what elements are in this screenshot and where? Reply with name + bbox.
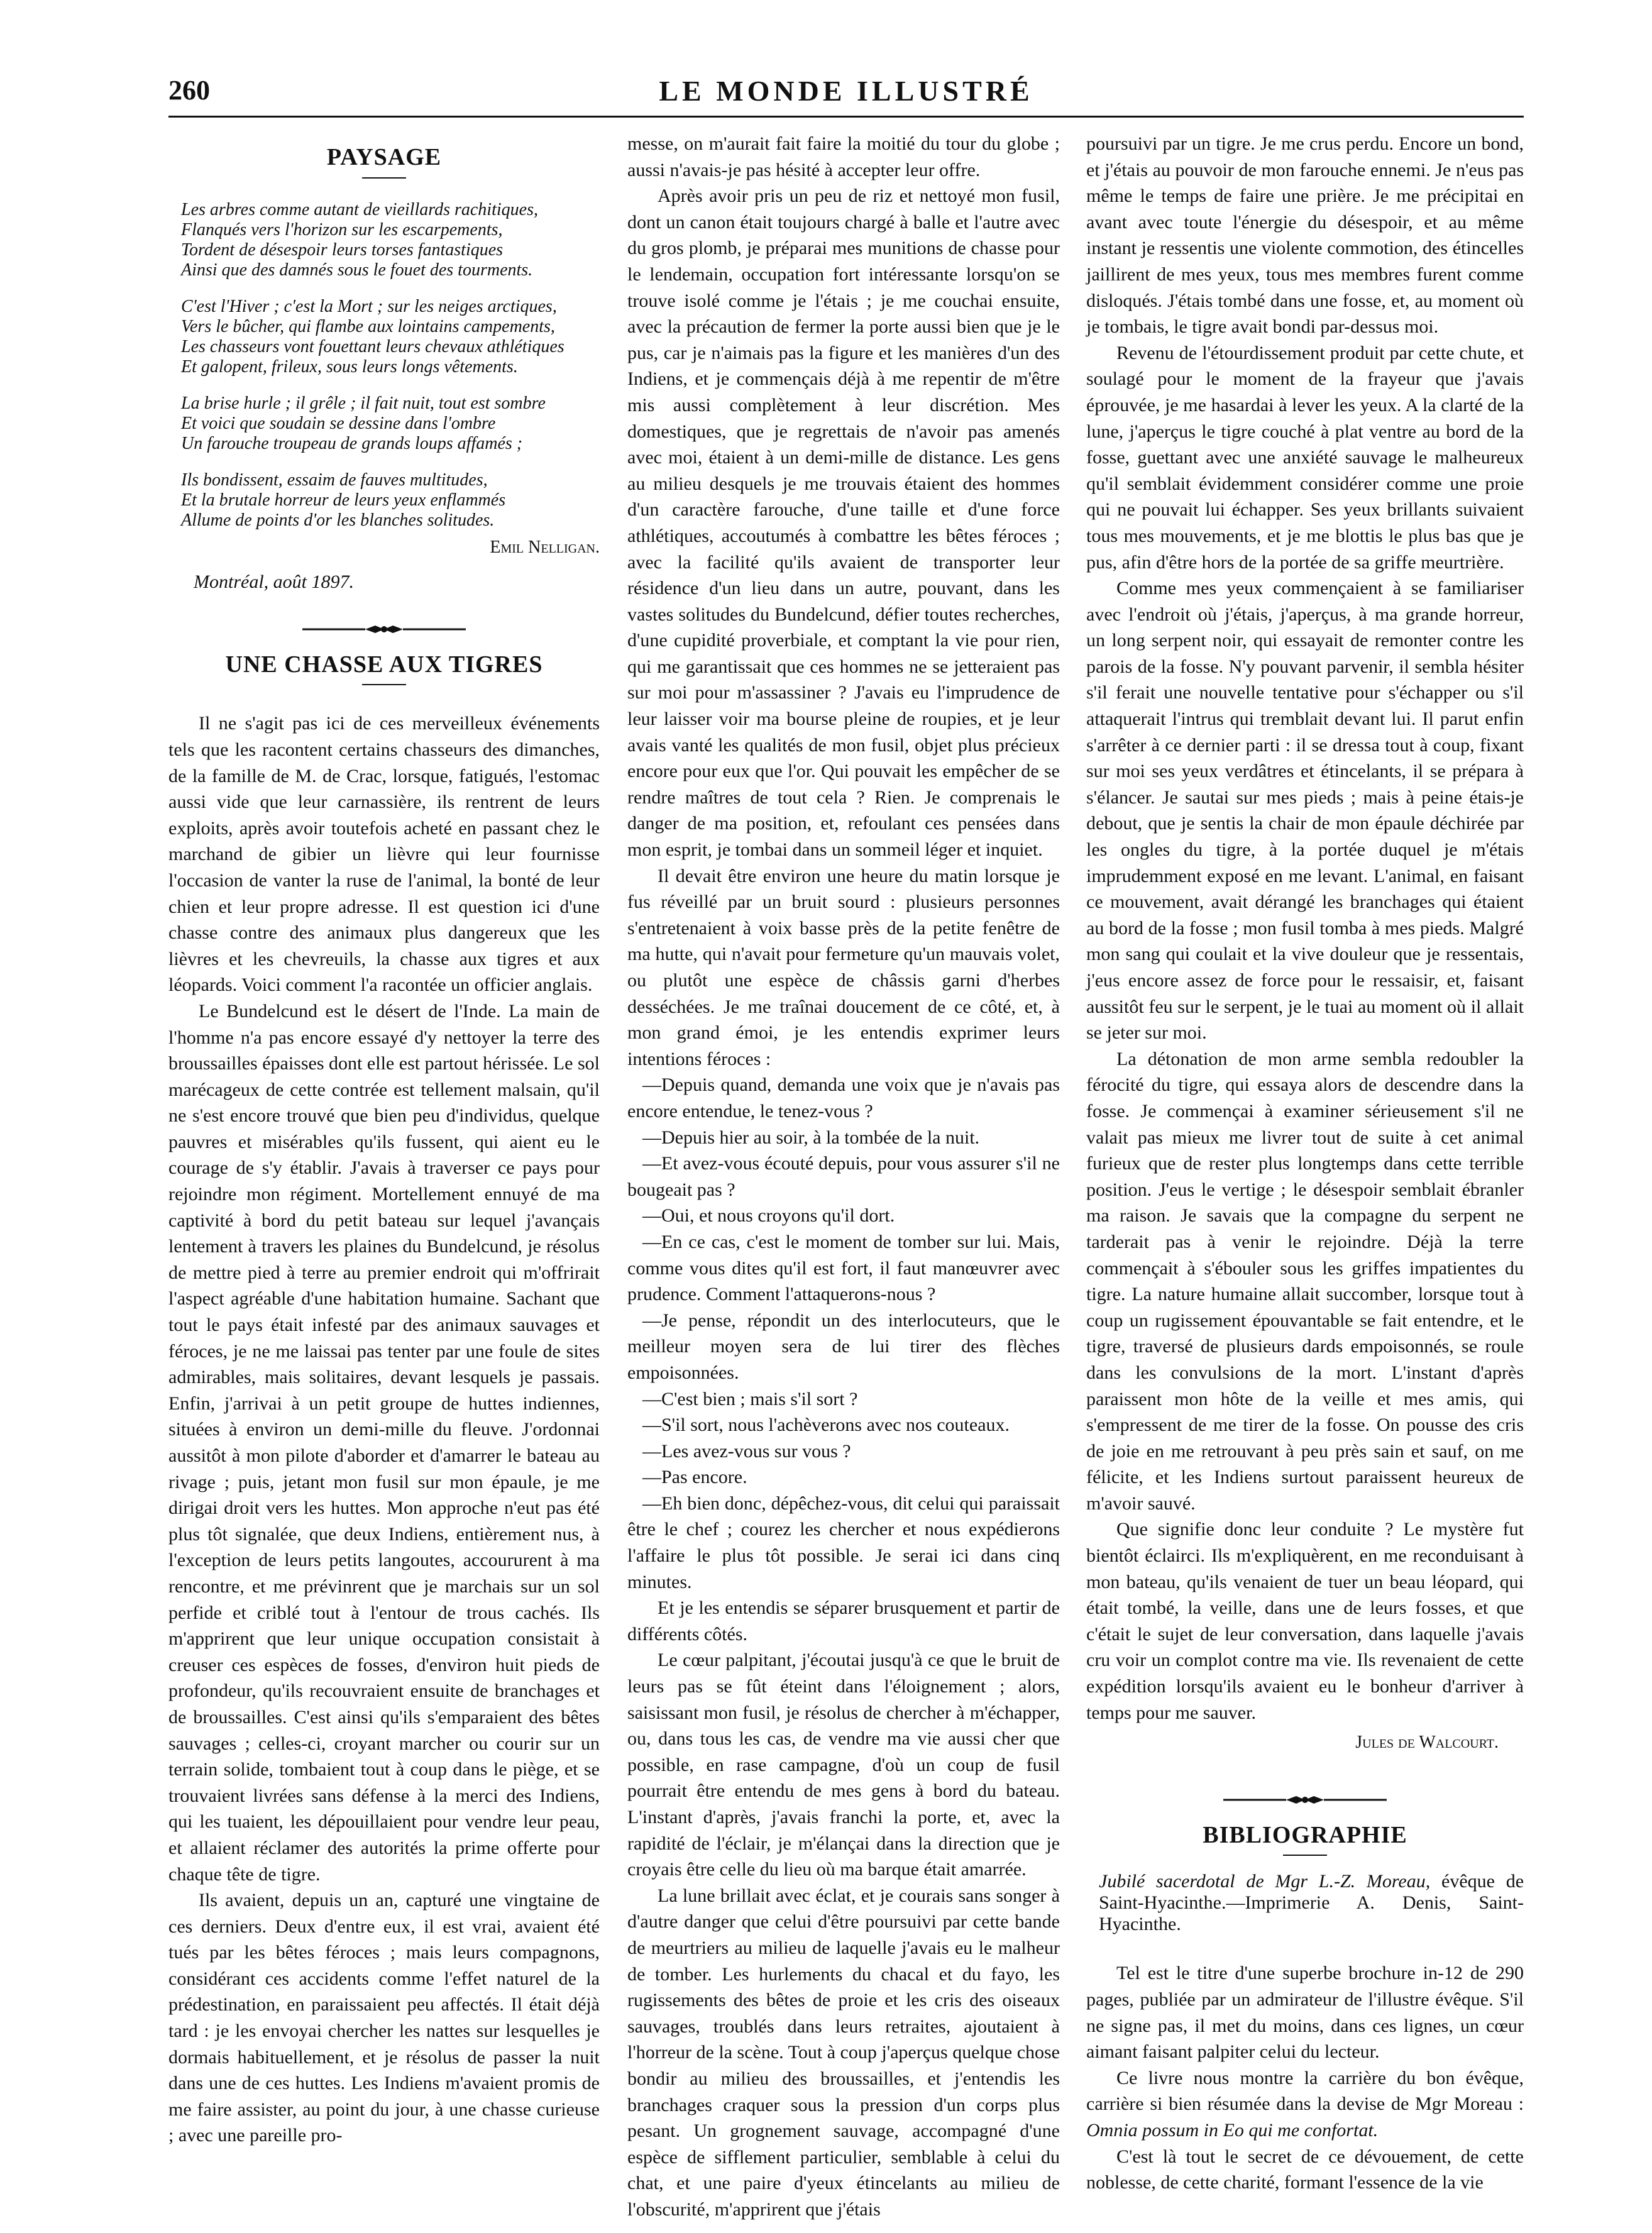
poem-line: Ainsi que des damnés sous le fouet des tourments. (181, 260, 533, 280)
motto: Omnia possum in Eo qui me confortat. (1086, 2119, 1379, 2141)
paragraph: Après avoir pris un peu de riz et nettoyé mon fusil, dont un canon était toujours chargé à balle et l'autre avec du gros plomb, je préparai mes munitions de chasse pour le lendemain, occupation fort intéressante lorsqu'on se trouve isolé comme je l'étais ; je me couchai ensuite, avec la précaution de fermer la porte aussi bien que je le pus, car je n'aimais pas la figure et les manières d'un des Indiens, et je commençais déjà à me repentir de m'être mis aussi complètement à leur discrétion. Mes domestiques, que je regrettais de n'avoir pas amenés avec moi, étaient à un demi-mille de distance. Les gens au milieu desquels je me trouvais étaient des hommes d'un caractère farouche, d'une taille et d'une force athlétiques, accoutumés à combattre les bêtes féroces ; avec la facilité qu'ils avaient de transporter leur résidence d'un lieu dans un autre, pouvant, dans les vastes solitudes du Bundelcund, défier toutes recherches, d'une cupidité proverbiale, et comptant la vie pour rien, qui me garantissait que ces hommes ne se jetteraient pas sur moi pour m'assassiner ? J'avais eu l'imprudence de leur laisser voir ma bourse pleine de roupies, et je leur avais vanté les qualités de mon fusil, objet plus précieux encore pour eux que l'or. Qui pouvait les empêcher de se rendre maîtres de tout cela ? Rien. Je comprenais le danger de ma position, et, refoulant ces pensées dans mon esprit, je tombai dans un sommeil léger et inquiet. (627, 185, 1060, 861)
reference-title: Jubilé sacerdotal de Mgr L.-Z. Moreau, (1099, 1871, 1431, 1892)
poem-line: Et galopent, frileux, sous leurs longs vêtements. (181, 356, 518, 377)
column-3 (1086, 131, 1524, 2196)
paragraph: Revenu de l'étourdissement produit par cette chute, et soulagé pour le moment de la frayeur que j'avais éprouvée, je me hasardai à lever les yeux. A la clarté de la lune, j'aperçus le tigre couché à plat ventre au bord de la fosse, guettant avec une anxiété sauvage le malheureux qu'il semblait évidemment considérer comme une proie qui ne pouvait lui échapper. Ses yeux brillants suivaient tous mes mouvements, et je me blottis le plus bas que je pus, afin d'être hors de la portée de sa griffe meurtrière. (1086, 342, 1524, 573)
poem-line: Tordent de désespoir leurs torses fantastiques (181, 240, 504, 260)
column-2 (627, 131, 1060, 2223)
poem-line: C'est l'Hiver ; c'est la Mort ; sur les neiges arctiques, (181, 296, 557, 316)
dialog-line: —Depuis quand, demanda une voix que je n'avais pas encore entendue, le tenez-vous ? (627, 1074, 1060, 1122)
dialog-line: —Les avez-vous sur vous ? (642, 1440, 851, 1462)
publication-title: LE MONDE ILLUSTRÉ (659, 75, 1033, 107)
title-rule (362, 177, 406, 179)
paragraph: Le Bundelcund est le désert de l'Inde. La main de l'homme n'a pas encore essayé d'y nettoyer la terre des broussailles épaisses dont elle est partout hérissée. Le sol marécageux de cette contrée est tellement malsain, qu'il ne s'est encore trouvé que bien peu d'individus, quelque pauvres et misérables qu'ils fussent, qui aient eu le courage de s'y établir. J'avais à traverser ce pays pour rejoindre mon régiment. Mortellement ennuyé de ma captivité à bord du petit bateau sur lequel j'avançais lentement à travers les plaines du Bundelcund, je résolus de mettre pied à terre au premier endroit qui m'offrirait l'aspect agréable d'une habitation humaine. Sachant que tout le pays était infesté par des animaux sauvages et féroces, je ne me laissai pas tenter par une foule de sites admirables, mais solitaires, devant lesquels je passais. Enfin, j'arrivai à un petit groupe de huttes indiennes, situées à environ un demi-mille du fleuve. J'ordonnai aussitôt à mon pilote d'aborder et d'amarrer le bateau au rivage ; puis, jetant mon fusil sur mon épaule, je me dirigai droit vers les huttes. Mon approche n'eut pas été plus tôt signalée, que deux Indiens, entièrement nus, à l'exception de leurs petits langoutes, accoururent à ma rencontre, et me prévinrent que je marchais sur un sol perfide et criblé tout à l'entour de trous cachés. Ils m'apprirent que leur unique occupation consistait à creuser ces espèces de fosses, d'environ huit pieds de profondeur, qu'ils recouvraient ensuite de branchages et de broussailles. C'est ainsi qu'ils s'emparaient des bêtes sauvages ; celles-ci, croyant marcher ou courir sur un terrain solide, tombaient tout à coup dans le piège, et se trouvaient livrées sans défense à la merci des Indiens, qui les tuaient, les dépouillaient pour vendre leur peau, et allaient réclamer des autorités la prime offerte pour chaque tête de tigre. (168, 1000, 600, 1885)
ornament-divider (302, 623, 466, 636)
poem-line: Vers le bûcher, qui flambe aux lointains campements, (181, 316, 555, 336)
paragraph: Que signifie donc leur conduite ? Le mystère fut bientôt éclairci. Ils m'expliquèrent, en me reconduisant à mon bateau, qu'ils venaient de tuer un beau léopard, qui était tombé, la veille, dans une de leurs fosses, et que c'était le sujet de leur conversation, dans laquelle j'avais cru voir un complot contre ma vie. Ils revenaient de cette expédition lorsqu'ils avaient eu le bonheur d'arriver à temps pour me sauver. (1086, 1519, 1524, 1723)
poem-line: Un farouche troupeau de grands loups affamés ; (181, 433, 523, 453)
paragraph: Il ne s'agit pas ici de ces merveilleux événements tels que les racontent certains chasseurs des dimanches, de la famille de M. de Crac, lorsque, fatigués, l'estomac aussi vide que leur carnassière, ils rentrent de leurs exploits, après avoir toutefois acheté en passant chez le marchand de gibier un lièvre qui leur fournisse l'occasion de vanter la ruse de l'animal, la bonté de leur chien et leur propre adresse. Il est question ici d'une chasse contre des animaux plus dangereux que les lièvres et les chevreuils, la chasse aux tigres et aux léopards. Voici comment l'a racontée un officier anglais. (168, 713, 600, 996)
dialog-line: —C'est bien ; mais s'il sort ? (642, 1388, 858, 1409)
poem-line: Les arbres comme autant de vieillards rachitiques, (181, 199, 538, 219)
bibliography-reference (1099, 1871, 1524, 1935)
poem-line: Flanqués vers l'horizon sur les escarpements, (181, 219, 503, 240)
paragraph: La détonation de mon arme sembla redoubler la férocité du tigre, qui essaya alors de descendre dans la fosse. Je commençai à examiner sérieusement s'il ne valait pas mieux me livrer tout de suite à cet animal furieux que de rester plus longtemps dans cette terrible position. J'eus le vertige ; le désespoir semblait ébranler ma raison. Je savais que la compagne du serpent ne tarderait pas à venir le rejoindre. Déjà la terre commençait à s'ébouler sous les griffes impatientes du tigre. La nature humaine allait succomber, lorsque tout à coup un rugissement épouvantable se fait entendre, et le tigre, traversé de plusieurs dards empoisonnés, se roule dans les convulsions de la mort. L'instant d'après paraissent mon hôte de la veille et mes amis, qui s'empressent de me tirer de la fosse. On pousse des cris de joie en me retrouvant à peu près sain et sauf, on me félicite, et les Indiens surtout paraissent heureux de m'avoir sauvé. (1086, 1048, 1524, 1514)
poem-stanza (181, 394, 600, 454)
title-rule (362, 684, 406, 685)
masthead (168, 74, 1524, 113)
dialog-line: —Pas encore. (642, 1467, 747, 1488)
paragraph: Tel est le titre d'une superbe brochure in-12 de 290 pages, publiée par un admirateur de l'illustre évêque. S'il ne signe pas, il met du moins, dans ces lignes, un cœur aimant faisant palpiter celui du lecteur. (1086, 1963, 1524, 2063)
paragraph: poursuivi par un tigre. Je me crus perdu. Encore un bond, et j'étais au pouvoir de mon farouche ennemi. Je n'eus pas même le temps de faire une prière. Je me précipitai en avant avec toute l'énergie du désespoir, et au même instant je ressentis une violente commotion, des étincelles jaillirent de mes yeux, tous mes membres furent comme disloqués. J'étais tombé dans une fosse, et, au moment où je tombais, le tigre avait bondi par-dessus moi. (1086, 133, 1524, 338)
paragraph: Il devait être environ une heure du matin lorsque je fus réveillé par un bruit sourd : plusieurs personnes s'entretenaient à voix basse près de la petite fenêtre de ma hutte, qui n'avait pour fermeture qu'un mauvais volet, ou plutôt une espèce de châssis garni d'herbes desséchées. Je me traînai doucement de ce côté, et, à mon grand émoi, je les entendis exprimer leurs intentions féroces : (627, 865, 1060, 1069)
poem-line: Les chasseurs vont fouettant leurs chevaux athlétiques (181, 336, 564, 356)
poem-dateline: Montréal, août 1897. (194, 571, 354, 593)
header-rule (168, 116, 1524, 118)
poem-line: Allume de points d'or les blanches solitudes. (181, 510, 495, 530)
column-1 (168, 131, 600, 2149)
ornament-divider (1223, 1794, 1387, 1806)
paragraph: Comme mes yeux commençaient à se familiariser avec l'endroit où j'étais, j'aperçus, à ma grande horreur, un long serpent noir, qui essayait de remonter contre les parois de la fosse. N'y pouvant parvenir, il sembla hésiter s'il ferait une nouvelle tentative pour s'échapper ou s'il attaquerait l'intrus qui tremblait devant lui. Il parut enfin s'arrêter à ce dernier parti : il se dressa tout à coup, fixant sur moi ses yeux verdâtres et étincelants, il se prépara à s'élancer. Je sautai sur mes pieds ; mais à peine étais-je debout, que je sentis la chair de mon épaule déchirée par les ongles du tigre, à la portée duquel je m'étais imprudemment exposé en me levant. L'animal, en faisant ce mouvement, avait dérangé les branchages qui étaient au bord de la fosse ; mon fusil tomba à mes pieds. Malgré mon sang qui coulait et la vive douleur que je ressentais, j'eus encore assez de force pour le ressaisir, et, faisant aussitôt feu sur le serpent, je le tuai au moment où il allait se jeter sur moi. (1086, 578, 1524, 1044)
poem-author: Emil Nelligan. (490, 537, 600, 557)
dialog-line: —Je pense, répondit un des interlocuteurs, que le meilleur moyen sera de lui tirer des flèches empoisonnées. (627, 1309, 1060, 1383)
dialog-line: —Depuis hier au soir, à la tombée de la nuit. (642, 1127, 980, 1148)
dialog-line: —Oui, et nous croyons qu'il dort. (642, 1205, 895, 1227)
dialog-line: —Et avez-vous écouté depuis, pour vous assurer s'il ne bougeait pas ? (627, 1153, 1060, 1200)
poem-title: PAYSAGE (326, 144, 442, 170)
poem-line: La brise hurle ; il grêle ; il fait nuit, tout est sombre (181, 393, 546, 413)
poem-stanza (181, 200, 600, 280)
poem-line: Et voici que soudain se dessine dans l'ombre (181, 413, 496, 433)
dialog-line: —S'il sort, nous l'achèverons avec nos couteaux. (642, 1414, 1010, 1436)
bibliography-title: BIBLIOGRAPHIE (1203, 1821, 1407, 1848)
paragraph: Le cœur palpitant, j'écoutai jusqu'à ce que le bruit de leurs pas se fût éteint dans l'éloignement ; alors, saisissant mon fusil, je résolus de chercher à m'échapper, ou, dans tous les cas, de vendre ma vie aussi cher que possible, en rase campagne, d'où un coup de fusil pourrait être entendu de mes gens à bord du bateau. L'instant d'après, j'avais franchi la porte, et, avec la rapidité de l'éclair, je m'élançai dans la direction que je croyais être celle du lieu où ma barque était amarrée. (627, 1650, 1060, 1880)
poem-line: Et la brutale horreur de leurs yeux enflammés (181, 490, 506, 510)
dialog-line: —Eh bien donc, dépêchez-vous, dit celui qui paraissait être le chef ; courez les chercher et nous expédierons l'affaire le plus tôt possible. Je serai ici dans cinq minutes. (627, 1492, 1060, 1592)
page-number: 260 (168, 75, 210, 106)
reference-details: évêque de Saint-Hyacinthe.—Imprimerie A. Denis, Saint-Hyacinthe. (1099, 1871, 1524, 1935)
paragraph: Et je les entendis se séparer brusquement et partir de différents côtés. (627, 1597, 1060, 1645)
paragraph (1086, 2065, 1524, 2144)
title-rule (1283, 1855, 1327, 1856)
paragraph: C'est là tout le secret de ce dévouement, de cette noblesse, de cette charité, formant l'essence de la vie (1086, 2146, 1524, 2193)
paragraph-text: Ce livre nous montre la carrière du bon évêque, carrière si bien résumée dans la devise de Mgr Moreau : (1086, 2067, 1524, 2115)
dialog-line: —En ce cas, c'est le moment de tomber sur lui. Mais, comme vous dites qu'il est fort, il faut manœuvrer avec prudence. Comment l'attaquerons-nous ? (627, 1231, 1060, 1305)
paragraph: Ils avaient, depuis un an, capturé une vingtaine de ces derniers. Deux d'entre eux, il est vrai, avaient été tués par les bêtes féroces ; mais leurs compagnons, considérant ces accidents comme l'effet naturel de la prédestination, en paraissaient peu affectés. Il était déjà tard : je les envoyai chercher les nattes sur lesquelles je dormais habituellement, et je résolus de passer la nuit dans une de ces huttes. Les Indiens m'avaient promis de me faire assister, au point du jour, à une chasse curieuse ; avec une pareille pro- (168, 1890, 600, 2146)
poem-stanza (181, 297, 600, 377)
story-title: UNE CHASSE AUX TIGRES (225, 651, 543, 678)
story-author: Jules de Walcourt. (1355, 1733, 1499, 1753)
poem-stanza (181, 470, 600, 531)
paragraph: La lune brillait avec éclat, et je courais sans songer à d'autre danger que celui d'être poursuivi par cette bande de meurtriers au milieu de laquelle j'avais eu le malheur de tomber. Les hurlements du chacal et du fayo, les rugissements des bêtes de proie et les cris des oiseaux sauvages, troublés dans leurs retraites, ajoutaient à l'horreur de la scène. Tout à coup j'aperçus quelque chose bondir au milieu des broussailles, et j'entendis les branchages craquer sous la pression d'un corps plus pesant. Un grognement sauvage, accompagné d'une espèce de sifflement particulier, semblable à celui du chat, et une paire d'yeux étincelants au milieu de l'obscurité, m'apprirent que j'étais (627, 1885, 1060, 2220)
paragraph: messe, on m'aurait fait faire la moitié du tour du globe ; aussi n'avais-je pas hésité à accepter leur offre. (627, 133, 1060, 180)
poem-line: Ils bondissent, essaim de fauves multitudes, (181, 470, 488, 490)
